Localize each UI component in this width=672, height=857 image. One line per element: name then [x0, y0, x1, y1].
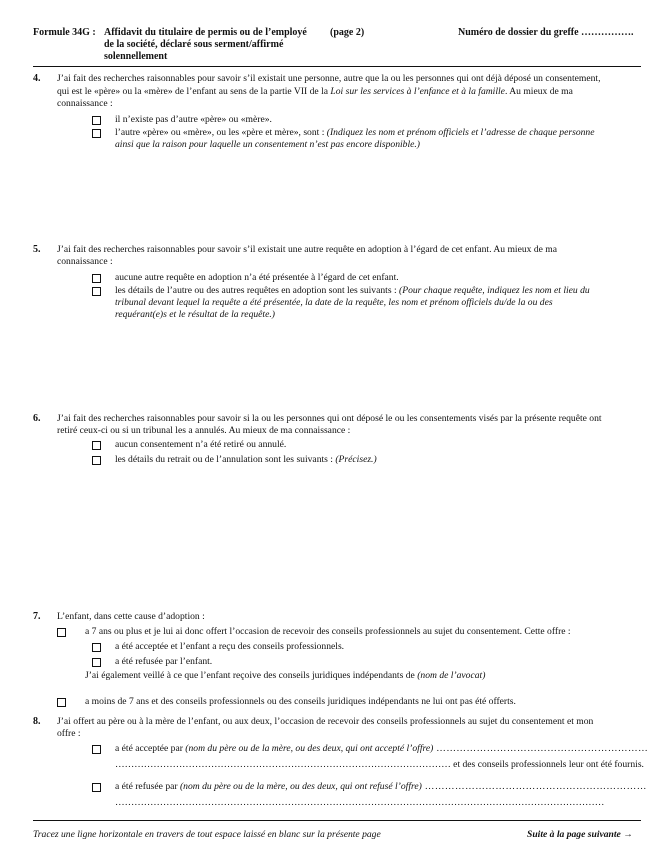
section-4-number: 4.: [33, 73, 41, 84]
section-4-option-2: l’autre «père» ou «mère», ou les «père et mère», sont : (Indiquez les nom et prénom officiels et l’adresse de chaque personne: [115, 127, 595, 138]
section-7-number: 7.: [33, 611, 41, 622]
footer-note: Tracez une ligne horizontale en travers de tout espace laissé en blanc sur la présente page: [33, 829, 381, 840]
form-title-line2: de la société, déclaré sous serment/affirmé: [104, 39, 284, 50]
section-6-option-1: aucun consentement n’a été retiré ou annulé.: [115, 439, 287, 450]
section-7-option-a2: a été refusée par l’enfant.: [115, 656, 213, 667]
section-5-checkbox-2[interactable]: [92, 287, 101, 296]
section-4-text-2: qui est le «père» ou la «mère» de l’enfant au sens de la partie VII de la Loi sur les services à l’enfance et à la famille. Au mieux de ma: [57, 86, 573, 97]
section-7-checkbox-a2[interactable]: [92, 658, 101, 667]
section-8-text-1: J’ai offert au père ou à la mère de l’enfant, ou aux deux, l’occasion de recevoir des conseils professionnels au sujet du consentement et mon: [57, 716, 594, 727]
section-5-option-2: les détails de l’autre ou des autres requêtes en adoption sont les suivants : (Pour chaque requête, indiquez les nom et lieu du: [115, 285, 590, 296]
section-6-checkbox-1[interactable]: [92, 441, 101, 450]
section-7-checkbox-b[interactable]: [57, 698, 66, 707]
section-8-option-2: a été refusée par (nom du père ou de la mère, ou des deux, qui ont refusé l’offre) …………………………………………………………: [115, 781, 647, 792]
section-8-checkbox-2[interactable]: [92, 783, 101, 792]
section-7-checkbox-a1[interactable]: [92, 643, 101, 652]
page-number: (page 2): [330, 27, 365, 38]
section-5-option-2-cont-2: requérant(e)s et le résultat de la requête.): [115, 309, 275, 320]
section-8-option-1-cont: …………………………………………………………………………………………… et des conseils professionnels leur ont été fournis.: [115, 759, 644, 770]
section-7-text-1: L’enfant, dans cette cause d’adoption :: [57, 611, 205, 622]
section-7-option-a1: a été acceptée et l’enfant a reçu des conseils professionnels.: [115, 641, 345, 652]
section-7-legal-advice: J’ai également veillé à ce que l’enfant reçoive des conseils juridiques indépendants de (nom de l’avocat): [85, 670, 486, 681]
section-5-number: 5.: [33, 244, 41, 255]
section-8-checkbox-1[interactable]: [92, 745, 101, 754]
footer-rule: [33, 820, 641, 821]
section-7-checkbox-a[interactable]: [57, 628, 66, 637]
section-6-text-2: retiré ceux-ci ou si un tribunal les a annulés. Au mieux de ma connaissance :: [57, 425, 351, 436]
section-5-text-2: connaissance :: [57, 256, 113, 267]
section-6-option-2: les détails du retrait ou de l’annulation sont les suivants : (Précisez.): [115, 454, 377, 465]
section-6-text-1: J’ai fait des recherches raisonnables pour savoir si la ou les personnes qui ont déposé le ou les consentements visés par la présente requête ont: [57, 413, 602, 424]
section-4-checkbox-2[interactable]: [92, 129, 101, 138]
next-page-link[interactable]: Suite à la page suivante →: [527, 829, 633, 840]
section-4-text-3: connaissance :: [57, 98, 113, 109]
section-6-number: 6.: [33, 413, 41, 424]
section-8-text-2: offre :: [57, 728, 81, 739]
form-title-line3: solennellement: [104, 51, 168, 62]
section-4-option-2-cont: ainsi que la raison pour laquelle un consentement n’est pas encore disponible.): [115, 139, 420, 150]
form-title-line1: Affidavit du titulaire de permis ou de l’employé: [104, 27, 307, 38]
section-4-option-1: il n’existe pas d’autre «père» ou «mère».: [115, 114, 272, 125]
section-8-option-2-cont: ………………………………………………………………………………………………………………………………………: [115, 797, 605, 808]
section-4-checkbox-1[interactable]: [92, 116, 101, 125]
section-5-option-2-cont-1: tribunal devant lequel la requête a été présentée, la date de la requête, les nom et prénom officiels du/de la ou des: [115, 297, 553, 308]
section-5-option-1: aucune autre requête en adoption n’a été présentée à l’égard de cet enfant.: [115, 272, 399, 283]
section-8-number: 8.: [33, 716, 41, 727]
section-5-checkbox-1[interactable]: [92, 274, 101, 283]
section-4-text-1: J’ai fait des recherches raisonnables pour savoir s’il existait une personne, autre que la ou les personnes qui ont déjà déposé un consentement,: [57, 73, 601, 84]
section-7-option-a: a 7 ans ou plus et je lui ai donc offert l’occasion de recevoir des conseils professionnels au sujet du consentement. Cette offre :: [85, 626, 571, 637]
section-7-option-b: a moins de 7 ans et des conseils professionnels ou des conseils juridiques indépendants ne lui ont pas été offerts.: [85, 696, 516, 707]
form-number: Formule 34G :: [33, 27, 96, 38]
header-rule: [33, 66, 641, 67]
section-6-checkbox-2[interactable]: [92, 456, 101, 465]
section-5-text-1: J’ai fait des recherches raisonnables pour savoir s’il existait une autre requête en adoption à l’égard de cet enfant. Au mieux de ma: [57, 244, 558, 255]
section-8-option-1: a été acceptée par (nom du père ou de la mère, ou des deux, qui ont accepté l’offre) ………………………………………………………: [115, 743, 649, 754]
court-file-number: Numéro de dossier du greffe …………….: [458, 27, 634, 38]
